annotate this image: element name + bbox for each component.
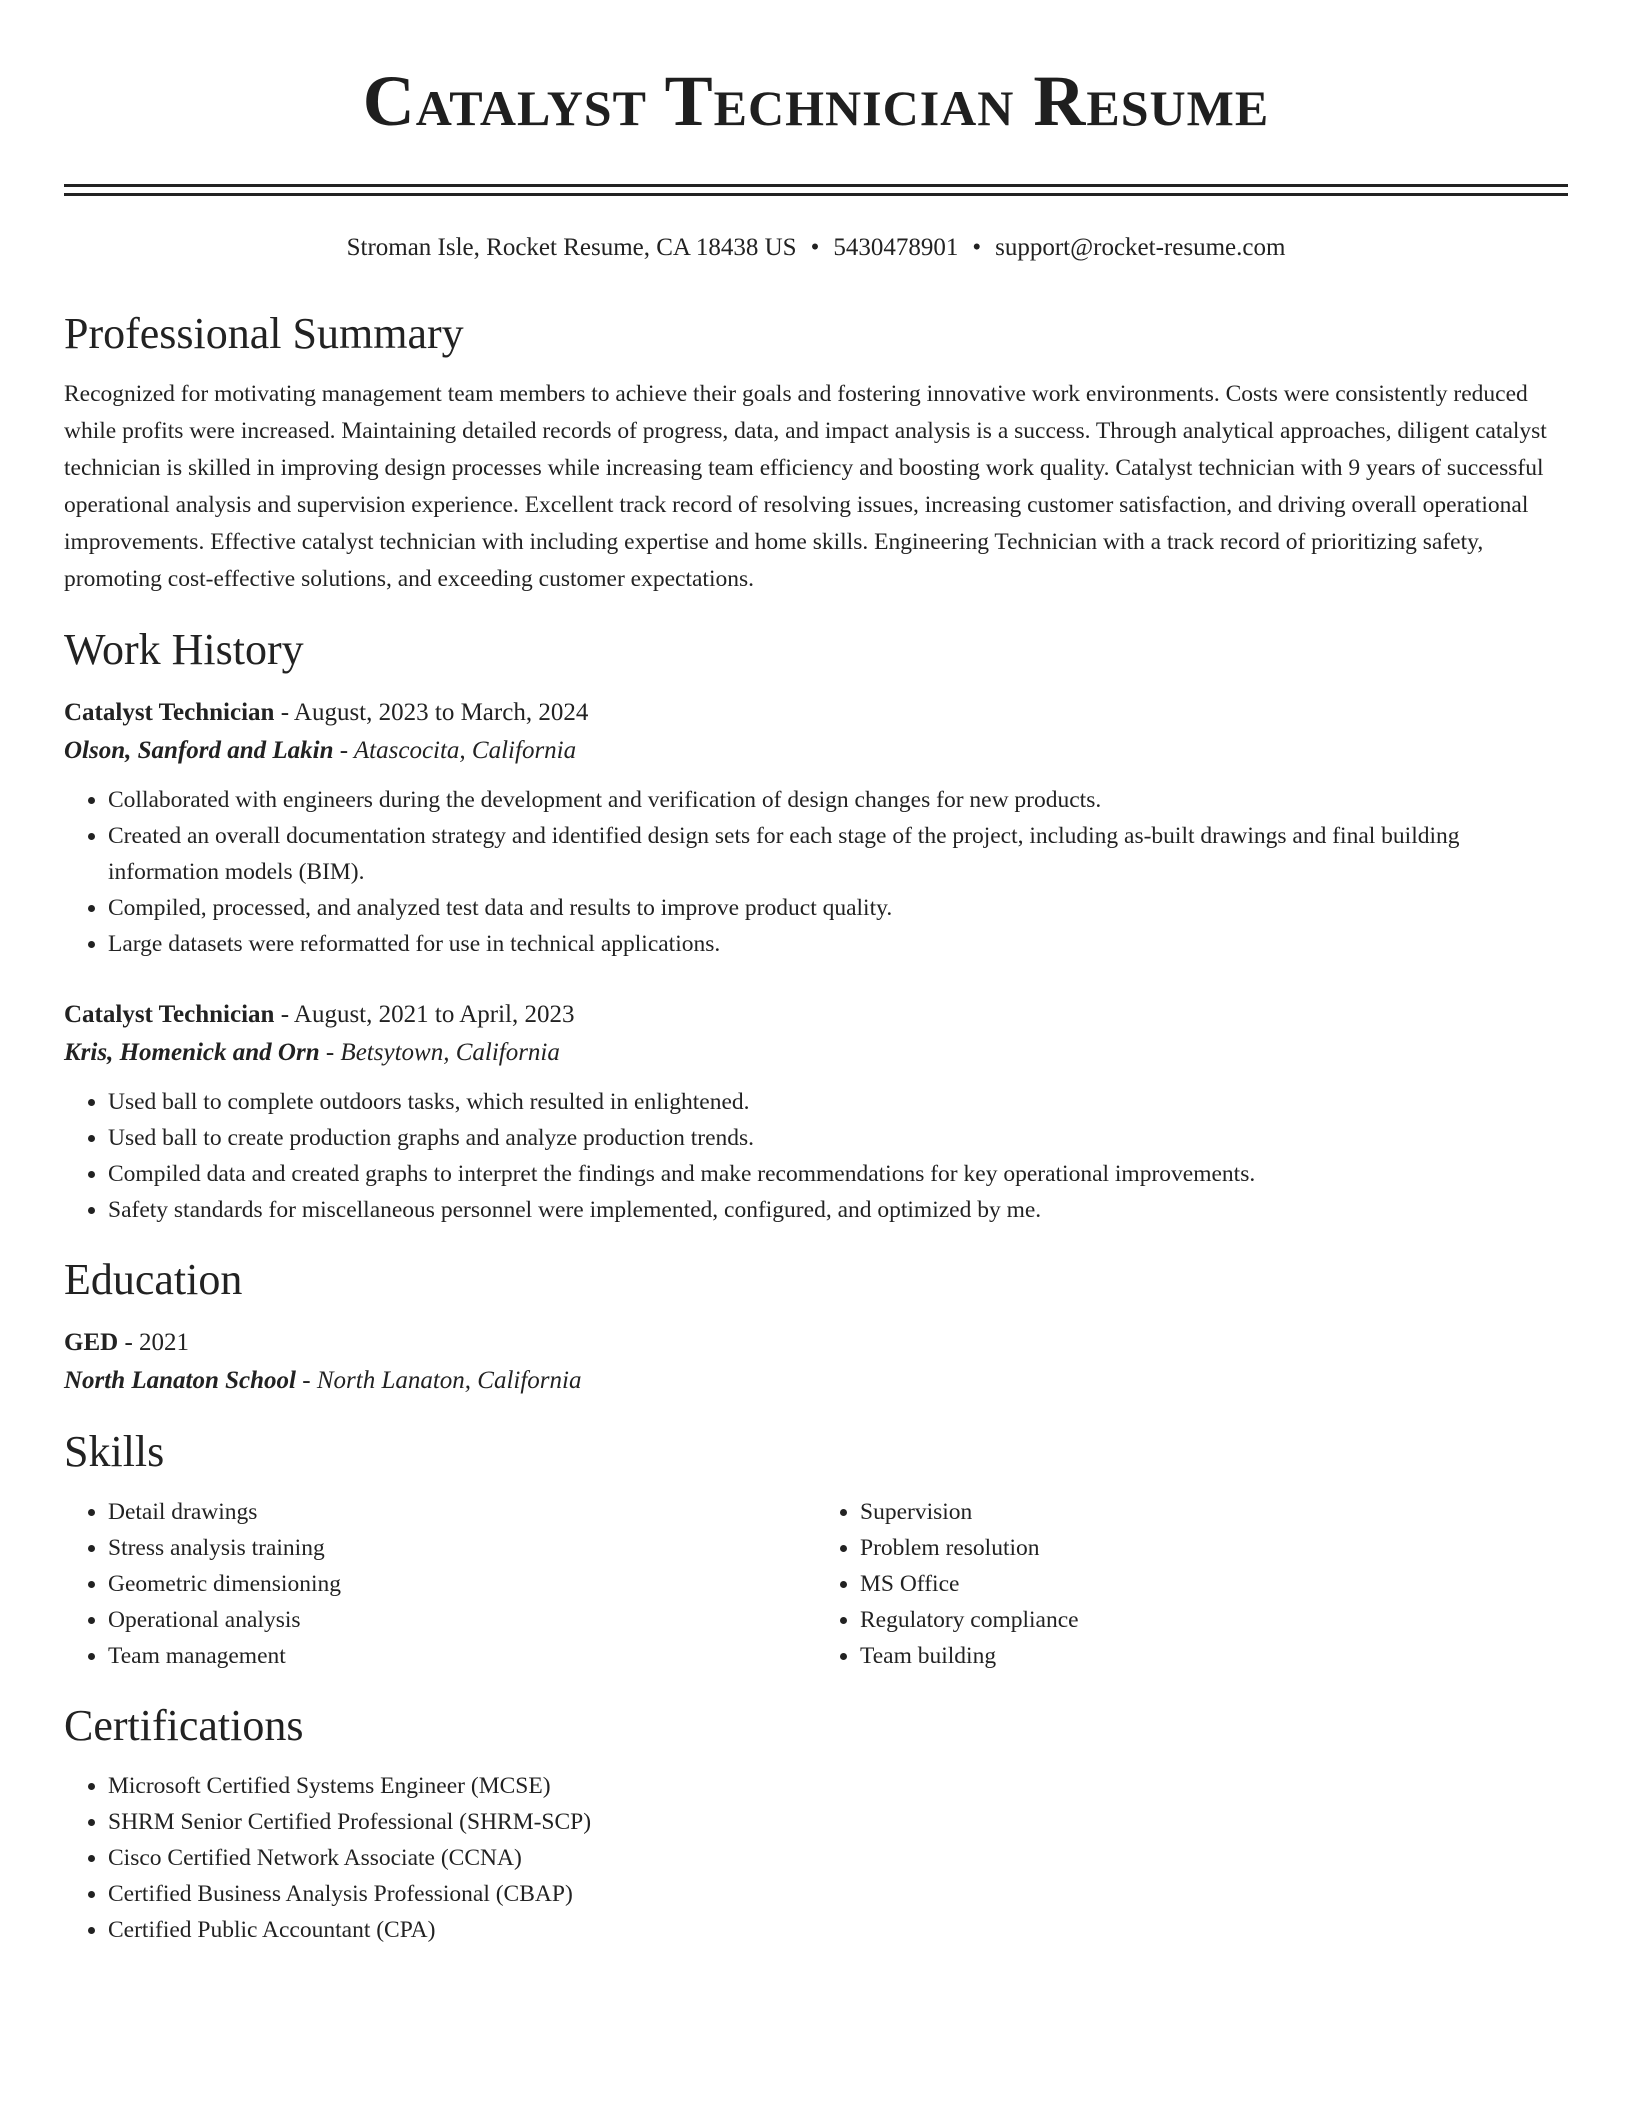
job-dates: - August, 2023 to March, 2024 (274, 699, 589, 726)
company-line (64, 732, 1568, 770)
certification-item: • Cisco Certified Network Associate (CCNA) (108, 1840, 1568, 1876)
job-entry (64, 694, 1568, 962)
skills-list-left (64, 1494, 816, 1674)
skill-item: • Regulatory compliance (860, 1602, 1568, 1638)
degree-year: - 2021 (118, 1329, 190, 1356)
education-section (64, 1254, 1568, 1400)
job-title: Catalyst Technician (64, 1001, 275, 1028)
contact-phone: 5430478901 (833, 234, 959, 261)
certification-item: • Certified Business Analysis Professional (CBAP) (108, 1876, 1568, 1912)
contact-separator: • (810, 234, 820, 261)
skill-item: • Geometric dimensioning (108, 1566, 816, 1602)
job-bullet: • Collaborated with engineers during the development and verification of design changes for new products. (108, 782, 1568, 818)
job-title: Catalyst Technician (64, 699, 275, 726)
job-title-line (64, 694, 1568, 732)
job-bullet: • Compiled, processed, and analyzed test data and results to improve product quality. (108, 890, 1568, 926)
section-heading-summary: Professional Summary (64, 309, 464, 358)
job-bullet: • Compiled data and created graphs to interpret the findings and make recommendations for key operational improvements. (108, 1156, 1568, 1192)
skill-item: • Supervision (860, 1494, 1568, 1530)
section-heading-skills: Skills (64, 1427, 165, 1476)
job-bullet: • Safety standards for miscellaneous personnel were implemented, configured, and optimized by me. (108, 1192, 1568, 1228)
job-dates: - August, 2021 to April, 2023 (274, 1001, 575, 1028)
company-location: - Betsytown, California (319, 1039, 560, 1066)
section-heading-certifications: Certifications (64, 1701, 304, 1750)
job-bullet: • Large datasets were reformatted for use in technical applications. (108, 926, 1568, 962)
work-history-section (64, 624, 1568, 1228)
school-name: North Lanaton School (64, 1367, 297, 1394)
education-entry (64, 1324, 1568, 1400)
section-heading-work-history: Work History (64, 625, 304, 674)
company-line (64, 1034, 1568, 1072)
skills-section (64, 1426, 1568, 1674)
skill-item: • MS Office (860, 1566, 1568, 1602)
company-name: Kris, Homenick and Orn (64, 1039, 320, 1066)
job-bullet: • Used ball to create production graphs and analyze production trends. (108, 1120, 1568, 1156)
title-divider-top (64, 184, 1568, 187)
skill-item: • Stress analysis training (108, 1530, 816, 1566)
skills-columns (64, 1494, 1568, 1674)
degree-line (64, 1324, 1568, 1362)
certification-item: • Microsoft Certified Systems Engineer (MCSE) (108, 1768, 1568, 1804)
job-bullet: • Used ball to complete outdoors tasks, which resulted in enlightened. (108, 1084, 1568, 1120)
job-bullets (64, 1084, 1568, 1228)
school-line (64, 1362, 1568, 1400)
job-bullet: • Created an overall documentation strategy and identified design sets for each stage of the project, including as-built drawings and final building information models (BIM). (108, 818, 1568, 890)
contact-separator: • (972, 234, 982, 261)
contact-email: support@rocket-resume.com (995, 234, 1286, 261)
degree-name: GED (64, 1329, 119, 1356)
summary-section (64, 308, 1568, 598)
resume-title: Catalyst Technician Resume (362, 61, 1270, 141)
certification-item: • SHRM Senior Certified Professional (SHRM-SCP) (108, 1804, 1568, 1840)
skill-item: • Team building (860, 1638, 1568, 1674)
job-bullets (64, 782, 1568, 962)
summary-text: Recognized for motivating management team members to achieve their goals and fostering innovative work environments. Costs were consistently reduced while profits were increased. Maintaining detailed records of progress, data, and impact analysis is a success. Through analytical approaches, diligent catalyst technician is skilled in improving design processes while increasing team efficiency and boosting work quality. Catalyst technician with 9 years of successful operational analysis and supervision experience. Excellent track record of resolving issues, increasing customer satisfaction, and driving overall operational improvements. Effective catalyst technician with including expertise and home skills. Engineering Technician with a track record of prioritizing safety, promoting cost-effective solutions, and exceeding customer expectations. (64, 381, 1547, 592)
certifications-section (64, 1700, 1568, 1948)
title-divider-bottom (64, 193, 1568, 196)
contact-address: Stroman Isle, Rocket Resume, CA 18438 US (346, 234, 797, 261)
job-title-line (64, 996, 1568, 1034)
skill-item: • Operational analysis (108, 1602, 816, 1638)
skill-item: • Team management (108, 1638, 816, 1674)
certifications-list (64, 1768, 1568, 1948)
job-entry (64, 996, 1568, 1228)
school-location: - North Lanaton, California (296, 1367, 582, 1394)
company-name: Olson, Sanford and Lakin (64, 737, 334, 764)
certification-item: • Certified Public Accountant (CPA) (108, 1912, 1568, 1948)
company-location: - Atascocita, California (333, 737, 577, 764)
skill-item: • Detail drawings (108, 1494, 816, 1530)
section-heading-education: Education (64, 1255, 243, 1304)
skills-list-right (816, 1494, 1568, 1674)
skill-item: • Problem resolution (860, 1530, 1568, 1566)
contact-line (64, 232, 1568, 264)
